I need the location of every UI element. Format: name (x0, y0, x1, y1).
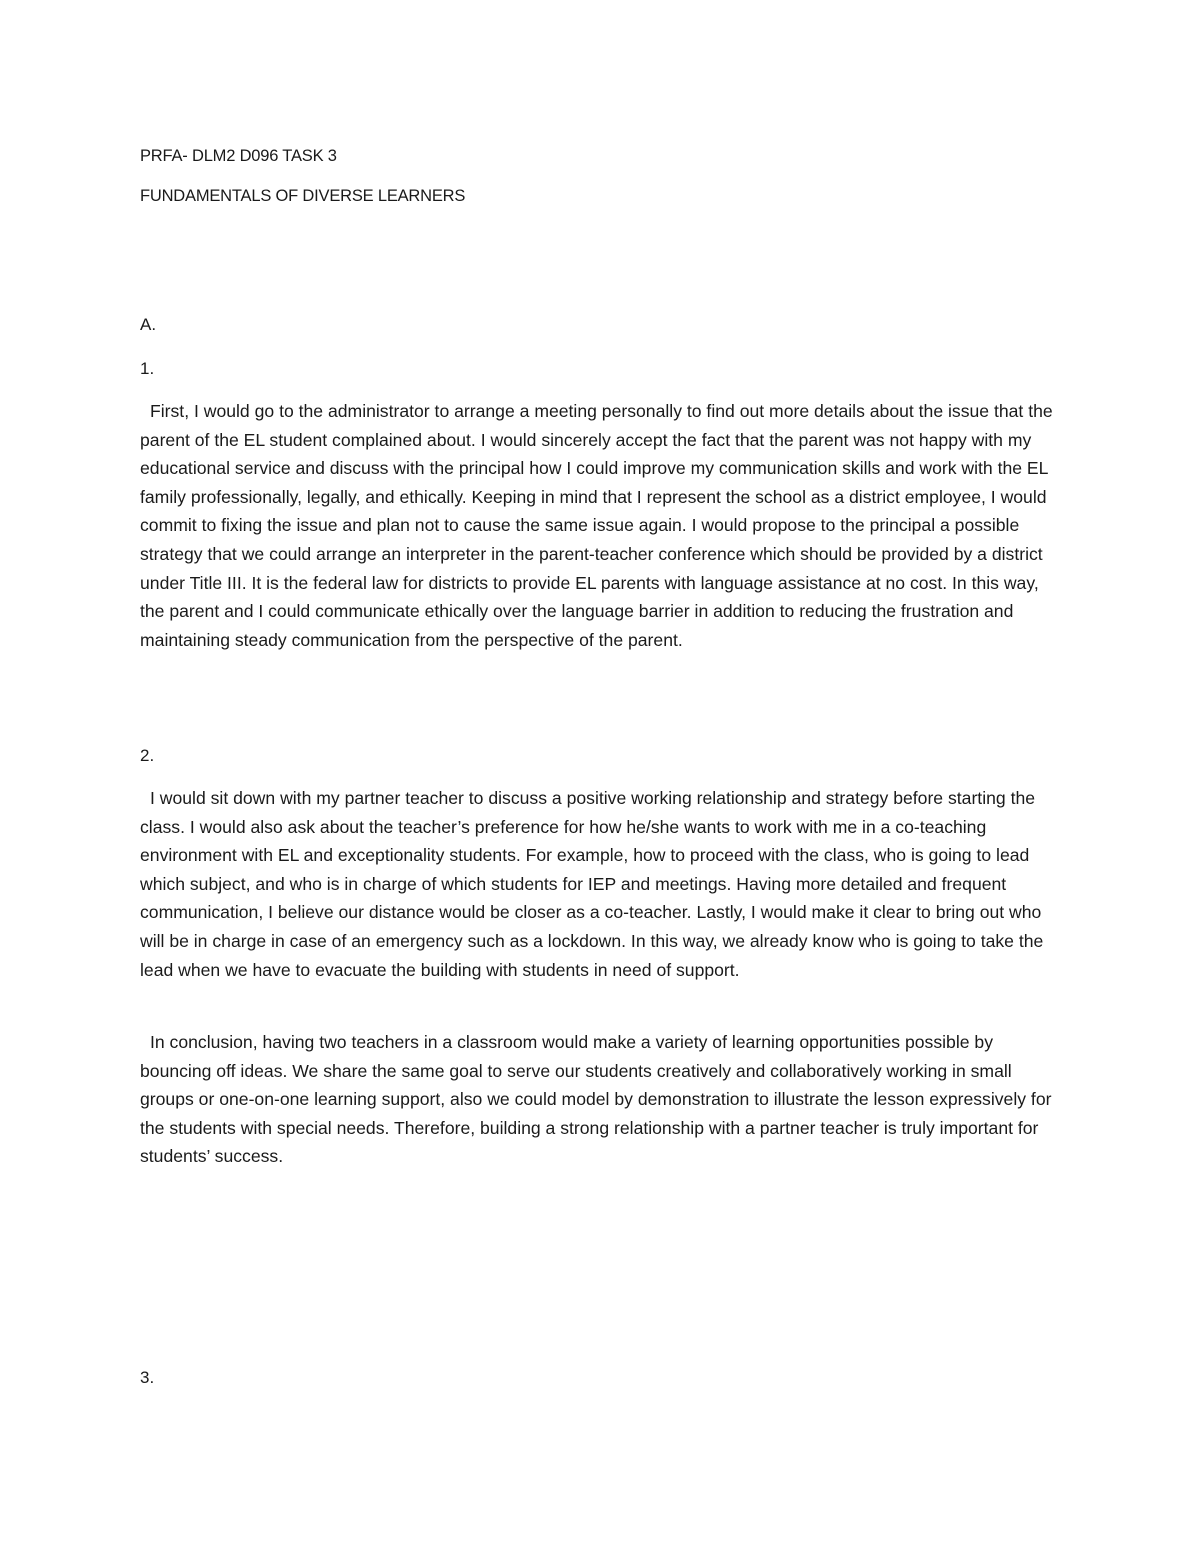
course-title-heading: FUNDAMENTALS OF DIVERSE LEARNERS (140, 187, 466, 205)
question-1-label: 1. (140, 359, 155, 378)
question-3-label: 3. (140, 1368, 155, 1387)
question-2-paragraph-2: In conclusion, having two teachers in a classroom would make a variety of learning opportunities possible by bouncing off ideas. We share the same goal to serve our students creatively and collaboratively working in small groups or one-on-one learning support, also we could model by demonstration to illustrate the lesson expressively for the students with special needs. Therefore, building a strong relationship with a partner teacher is truly important for students’ success. (140, 1032, 1052, 1167)
task-code-heading: PRFA- DLM2 D096 TASK 3 (140, 147, 337, 165)
question-1-paragraph: First, I would go to the administrator to arrange a meeting personally to find out more details about the issue that the parent of the EL student complained about. I would sincerely accept the fact that the parent was not happy with my educational service and discuss with the principal how I could improve my communication skills and work with the EL family professionally, legally, and ethically. Keeping in mind that I represent the school as a district employee, I would commit to fixing the issue and plan not to cause the same issue again. I would propose to the principal a possible strategy that we could arrange an interpreter in the parent-teacher conference which should be provided by a district under Title III. It is the federal law for districts to provide EL parents with language assistance at no cost. In this way, the parent and I could communicate ethically over the language barrier in addition to reducing the frustration and maintaining steady communication from the perspective of the parent. (140, 401, 1053, 650)
question-2-paragraph-1: I would sit down with my partner teacher to discuss a positive working relationship and strategy before starting the class. I would also ask about the teacher’s preference for how he/she wants to work with me in a co-teaching environment with EL and exceptionality students. For example, how to proceed with the class, who is going to lead which subject, and who is in charge of which students for IEP and meetings. Having more detailed and frequent communication, I believe our distance would be closer as a co-teacher. Lastly, I would make it clear to bring out who will be in charge in case of an emergency such as a lockdown. In this way, we already know who is going to take the lead when we have to evacuate the building with students in need of support. (140, 788, 1044, 980)
question-2-label: 2. (140, 746, 155, 765)
section-a-label: A. (140, 315, 157, 334)
